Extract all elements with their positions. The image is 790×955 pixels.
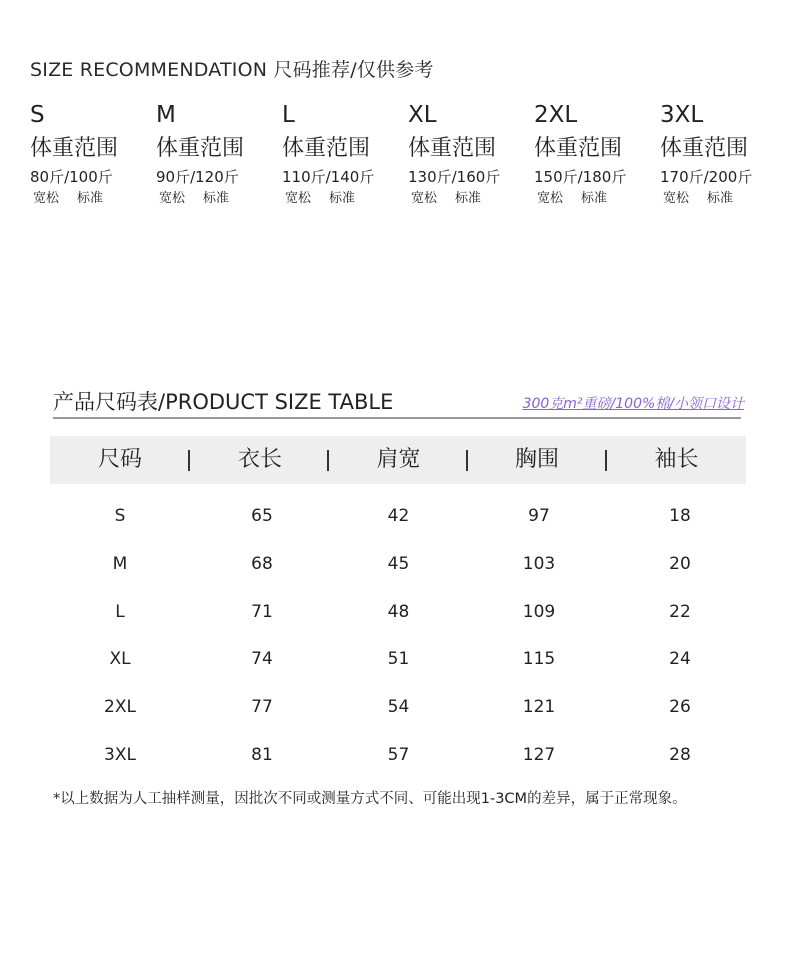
cell-length: 81 — [251, 744, 273, 765]
weight-range-value: 170斤/200斤 — [660, 168, 753, 186]
header-separator — [327, 450, 329, 471]
fit-labels — [408, 189, 534, 209]
recommendation-item — [282, 100, 408, 209]
cell-chest: 109 — [522, 601, 556, 622]
fit-standard-label: 标准 — [203, 191, 230, 206]
header-sleeve: 袖长 — [654, 447, 699, 472]
fit-standard-label: 标准 — [581, 191, 608, 206]
cell-length: 68 — [251, 553, 273, 574]
table-row — [50, 636, 746, 684]
fit-labels — [534, 189, 660, 209]
size-table-body — [50, 493, 746, 780]
recommendation-item — [156, 100, 282, 209]
fit-loose-label: 宽松 — [663, 191, 690, 206]
fit-standard-label: 标准 — [329, 191, 356, 206]
header-shoulder: 肩宽 — [376, 447, 421, 472]
size-label: 2XL — [534, 102, 578, 128]
cell-chest: 103 — [522, 553, 556, 574]
header-length: 衣长 — [237, 447, 282, 472]
cell-sleeve: 22 — [669, 601, 691, 622]
fit-standard-label: 标准 — [77, 191, 104, 206]
cell-chest: 121 — [522, 697, 556, 718]
cell-size: L — [115, 601, 125, 622]
cell-length: 74 — [251, 649, 273, 670]
size-table-title: 产品尺码表/PRODUCT SIZE TABLE — [53, 390, 394, 414]
size-label: XL — [408, 102, 437, 128]
size-label: M — [156, 102, 176, 128]
cell-sleeve: 24 — [669, 649, 691, 670]
cell-shoulder: 57 — [387, 744, 410, 765]
fit-standard-label: 标准 — [455, 191, 482, 206]
fit-loose-label: 宽松 — [159, 191, 186, 206]
size-label: 3XL — [660, 102, 704, 128]
cell-shoulder: 42 — [387, 506, 410, 526]
recommendation-item — [660, 100, 786, 209]
fit-labels — [156, 189, 282, 209]
cell-sleeve: 28 — [669, 744, 691, 765]
table-row — [50, 589, 746, 637]
cell-chest: 115 — [522, 649, 556, 670]
cell-length: 71 — [251, 601, 273, 622]
cell-length: 65 — [251, 506, 273, 526]
size-label: L — [282, 102, 295, 128]
weight-range-label: 体重范围 — [660, 136, 749, 161]
table-row — [50, 493, 746, 541]
fit-loose-label: 宽松 — [537, 191, 564, 206]
weight-range-value: 130斤/160斤 — [408, 168, 501, 186]
weight-range-value: 90斤/120斤 — [156, 168, 239, 186]
weight-range-label: 体重范围 — [30, 136, 119, 161]
table-row — [50, 541, 746, 589]
size-table-header — [50, 436, 746, 484]
weight-range-label: 体重范围 — [156, 136, 245, 161]
recommendation-item — [408, 100, 534, 209]
cell-shoulder: 45 — [387, 553, 410, 574]
cell-chest: 127 — [522, 744, 556, 765]
cell-shoulder: 54 — [387, 697, 410, 718]
cell-shoulder: 51 — [387, 649, 410, 670]
weight-range-label: 体重范围 — [534, 136, 623, 161]
fit-loose-label: 宽松 — [285, 191, 312, 206]
table-row — [50, 684, 746, 732]
cell-size: M — [112, 553, 128, 574]
fit-loose-label: 宽松 — [33, 191, 60, 206]
header-size: 尺码 — [97, 447, 142, 472]
weight-range-value: 80斤/100斤 — [30, 168, 113, 186]
cell-sleeve: 26 — [669, 697, 691, 718]
header-chest: 胸围 — [514, 447, 559, 472]
cell-chest: 97 — [528, 506, 550, 526]
recommendation-item — [30, 100, 156, 209]
cell-size: 2XL — [104, 697, 136, 718]
fit-labels — [660, 189, 786, 209]
size-label: S — [30, 102, 45, 128]
cell-size: S — [114, 506, 126, 526]
weight-range-label: 体重范围 — [282, 136, 371, 161]
cell-sleeve: 20 — [669, 553, 691, 574]
weight-range-value: 150斤/180斤 — [534, 168, 627, 186]
cell-size: 3XL — [104, 744, 136, 765]
cell-size: XL — [109, 649, 131, 670]
fit-labels — [30, 189, 156, 209]
cell-length: 77 — [251, 697, 273, 718]
size-recommendation-title: SIZE RECOMMENDATION 尺码推荐/仅供参考 — [30, 59, 434, 81]
title-divider — [53, 417, 741, 419]
weight-range-label: 体重范围 — [408, 136, 497, 161]
table-row — [50, 732, 746, 780]
recommendation-item — [534, 100, 660, 209]
fit-standard-label: 标准 — [707, 191, 734, 206]
fabric-note: 300克m²重磅/100%棉/小领口设计 — [522, 396, 744, 412]
cell-sleeve: 18 — [669, 506, 691, 526]
measurement-footnote: *以上数据为人工抽样测量，因批次不同或测量方式不同、可能出现1-3CM的差异，属于正常现象。 — [53, 791, 687, 807]
fit-labels — [282, 189, 408, 209]
cell-shoulder: 48 — [387, 601, 410, 622]
fit-loose-label: 宽松 — [411, 191, 438, 206]
weight-range-value: 110斤/140斤 — [282, 168, 375, 186]
